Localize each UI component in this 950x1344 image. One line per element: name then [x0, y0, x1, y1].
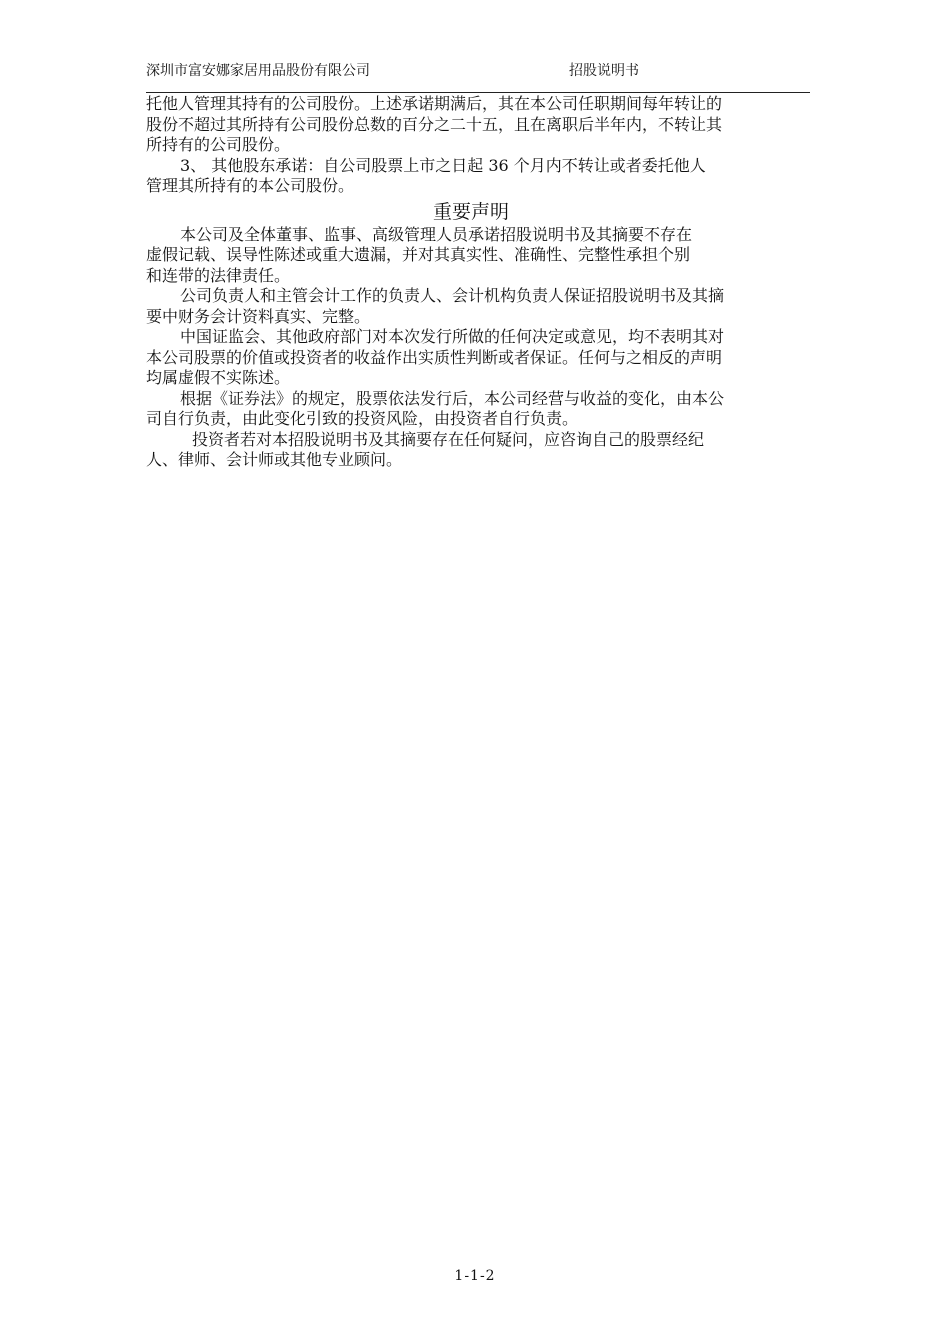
- page-header: [146, 58, 810, 93]
- text-line: 所持有的公司股份。: [146, 135, 291, 154]
- text-line: 中国证监会、其他政府部门对本次发行所做的任何决定或意见，均不表明其对: [180, 327, 725, 346]
- statement-paragraph-4: [146, 389, 836, 430]
- statement-paragraph-2: [146, 286, 836, 327]
- section-heading: 重要声明: [432, 200, 509, 223]
- text-line: 投资者若对本招股说明书及其摘要存在任何疑问，应咨询自己的股票经纪: [192, 429, 705, 449]
- text-line: 3、 其他股东承诺：自公司股票上市之日起 36 个月内不转让或者委托他人: [180, 155, 706, 175]
- statement-paragraph-3: [146, 327, 836, 389]
- text-line: 根据《证券法》的规定，股票依法发行后，本公司经营与收益的变化，由本公: [180, 388, 725, 408]
- text-line: 公司负责人和主管会计工作的负责人、会计机构负责人保证招股说明书及其摘: [180, 286, 725, 305]
- text-line: 股份不超过其所持有公司股份总数的百分之二十五，且在离职后半年内，不转让其: [146, 114, 723, 134]
- header-company-name: 深圳市富安娜家居用品股份有限公司: [146, 63, 370, 79]
- statement-paragraph-1: [146, 225, 836, 287]
- text-line: 本公司股票的价值或投资者的收益作出实质性判断或者保证。任何与之相反的声明: [146, 347, 723, 367]
- text-line: 和连带的法律责任。: [146, 265, 291, 285]
- commitment-paragraph: [146, 156, 836, 197]
- header-document-type: 招股说明书: [569, 63, 639, 79]
- text-line: 均属虚假不实陈述。: [146, 368, 291, 387]
- intro-paragraph: [146, 94, 836, 156]
- text-line: 虚假记载、误导性陈述或重大遗漏，并对其真实性、准确性、完整性承担个别: [146, 245, 691, 264]
- text-line: 本公司及全体董事、监事、高级管理人员承诺招股说明书及其摘要不存在: [180, 224, 693, 244]
- text-line: 要中财务会计资料真实、完整。: [146, 306, 371, 326]
- text-line: 托他人管理其持有的公司股份。上述承诺期满后，其在本公司任职期间每年转让的: [146, 94, 723, 113]
- text-line: 管理其所持有的本公司股份。: [146, 176, 355, 195]
- text-line: 人、律师、会计师或其他专业顾问。: [146, 450, 403, 469]
- page-number: 1-1-2: [454, 1268, 496, 1284]
- text-line: 司自行负责，由此变化引致的投资风险，由投资者自行负责。: [146, 409, 579, 428]
- statement-paragraph-5: [146, 430, 836, 471]
- main-content: [146, 94, 836, 471]
